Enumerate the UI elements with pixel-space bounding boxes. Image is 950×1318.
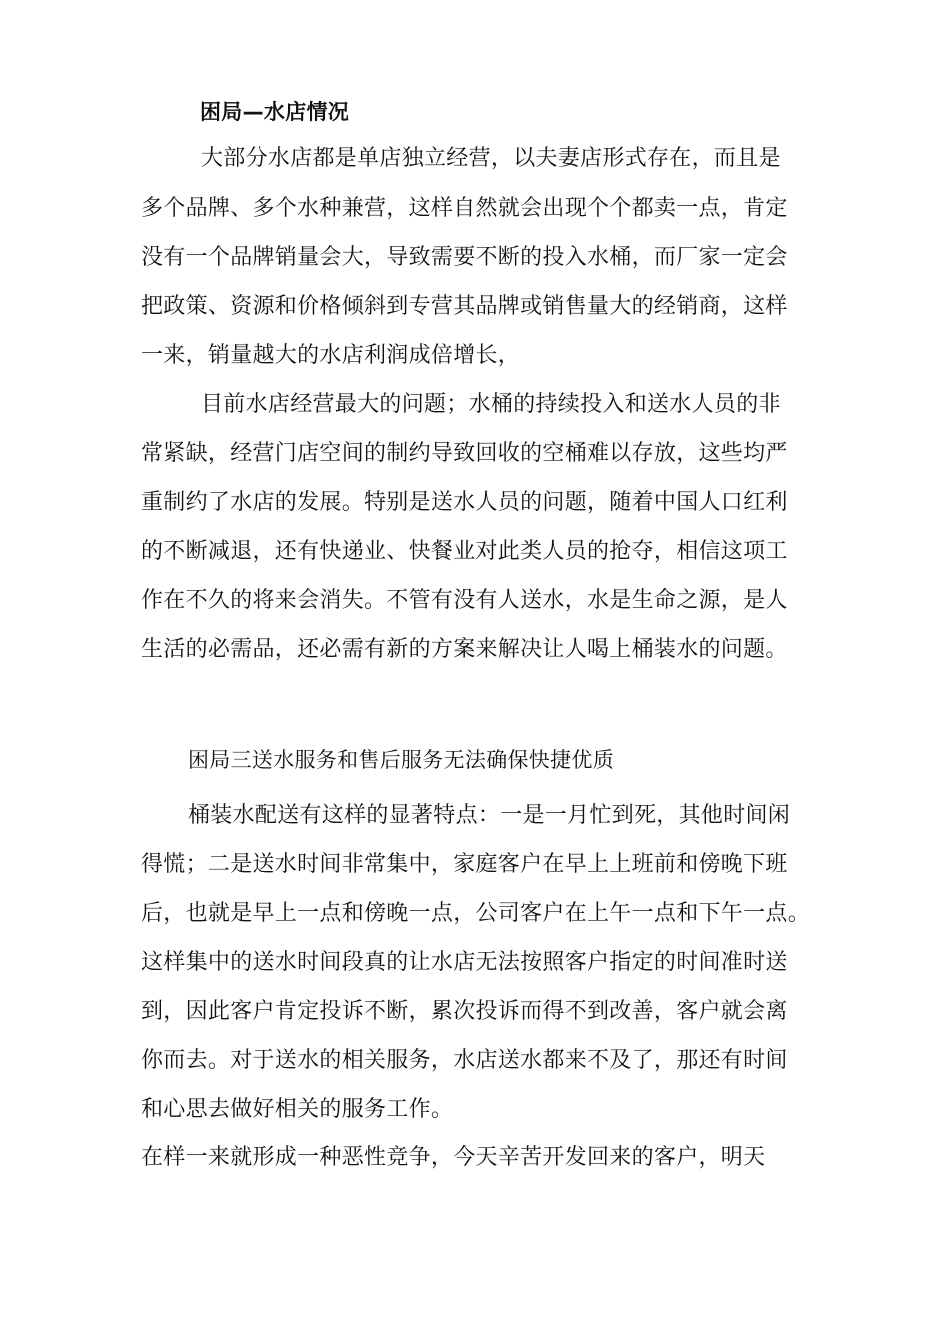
section-heading-water-store: 困局—水店情况	[200, 100, 350, 124]
paragraph-line: 作在不久的将来会消失。不管有没有人送水，水是生命之源，是人	[141, 588, 788, 613]
paragraph-line: 的不断减退，还有快递业、快餐业对此类人员的抢夺，相信这项工	[141, 539, 788, 564]
paragraph-line: 大部分水店都是单店独立经营，以夫妻店形式存在，而且是	[201, 146, 781, 171]
paragraph-line: 目前水店经营最大的问题；水桶的持续投入和送水人员的非	[201, 392, 781, 417]
paragraph-line: 常紧缺，经营门店空间的制约导致回收的空桶难以存放，这些均严	[141, 441, 788, 466]
section-heading-delivery-service: 困局三送水服务和售后服务无法确保快捷优质	[188, 748, 614, 772]
paragraph-line: 桶装水配送有这样的显著特点：一是一月忙到死，其他时间闲	[188, 803, 791, 828]
paragraph-line: 后，也就是早上一点和傍晚一点，公司客户在上午一点和下午一点。	[141, 901, 811, 926]
paragraph-line: 你而去。对于送水的相关服务，水店送水都来不及了，那还有时间	[141, 1048, 788, 1073]
paragraph-line: 把政策、资源和价格倾斜到专营其品牌或销售量大的经销商，这样	[141, 294, 788, 319]
paragraph-line: 多个品牌、多个水种兼营，这样自然就会出现个个都卖一点，肯定	[141, 196, 788, 221]
paragraph-line: 得慌；二是送水时间非常集中，家庭客户在早上上班前和傍晚下班	[141, 852, 788, 877]
paragraph-line: 这样集中的送水时间段真的让水店无法按照客户指定的时间准时送	[141, 950, 788, 975]
paragraph-line: 到，因此客户肯定投诉不断，累次投诉而得不到改善，客户就会离	[141, 999, 788, 1024]
paragraph-line: 和心思去做好相关的服务工作。	[141, 1097, 454, 1122]
paragraph-line: 生活的必需品，还必需有新的方案来解决让人喝上桶装水的问题。	[141, 637, 788, 662]
paragraph-line: 没有一个品牌销量会大，导致需要不断的投入水桶，而厂家一定会	[141, 245, 788, 270]
paragraph-line: 在样一来就形成一种恶性竞争，今天辛苦开发回来的客户，明天	[141, 1145, 766, 1170]
paragraph-line: 一来，销量越大的水店利润成倍增长，	[141, 343, 521, 368]
paragraph-line: 重制约了水店的发展。特别是送水人员的问题，随着中国人口红利	[141, 490, 788, 515]
